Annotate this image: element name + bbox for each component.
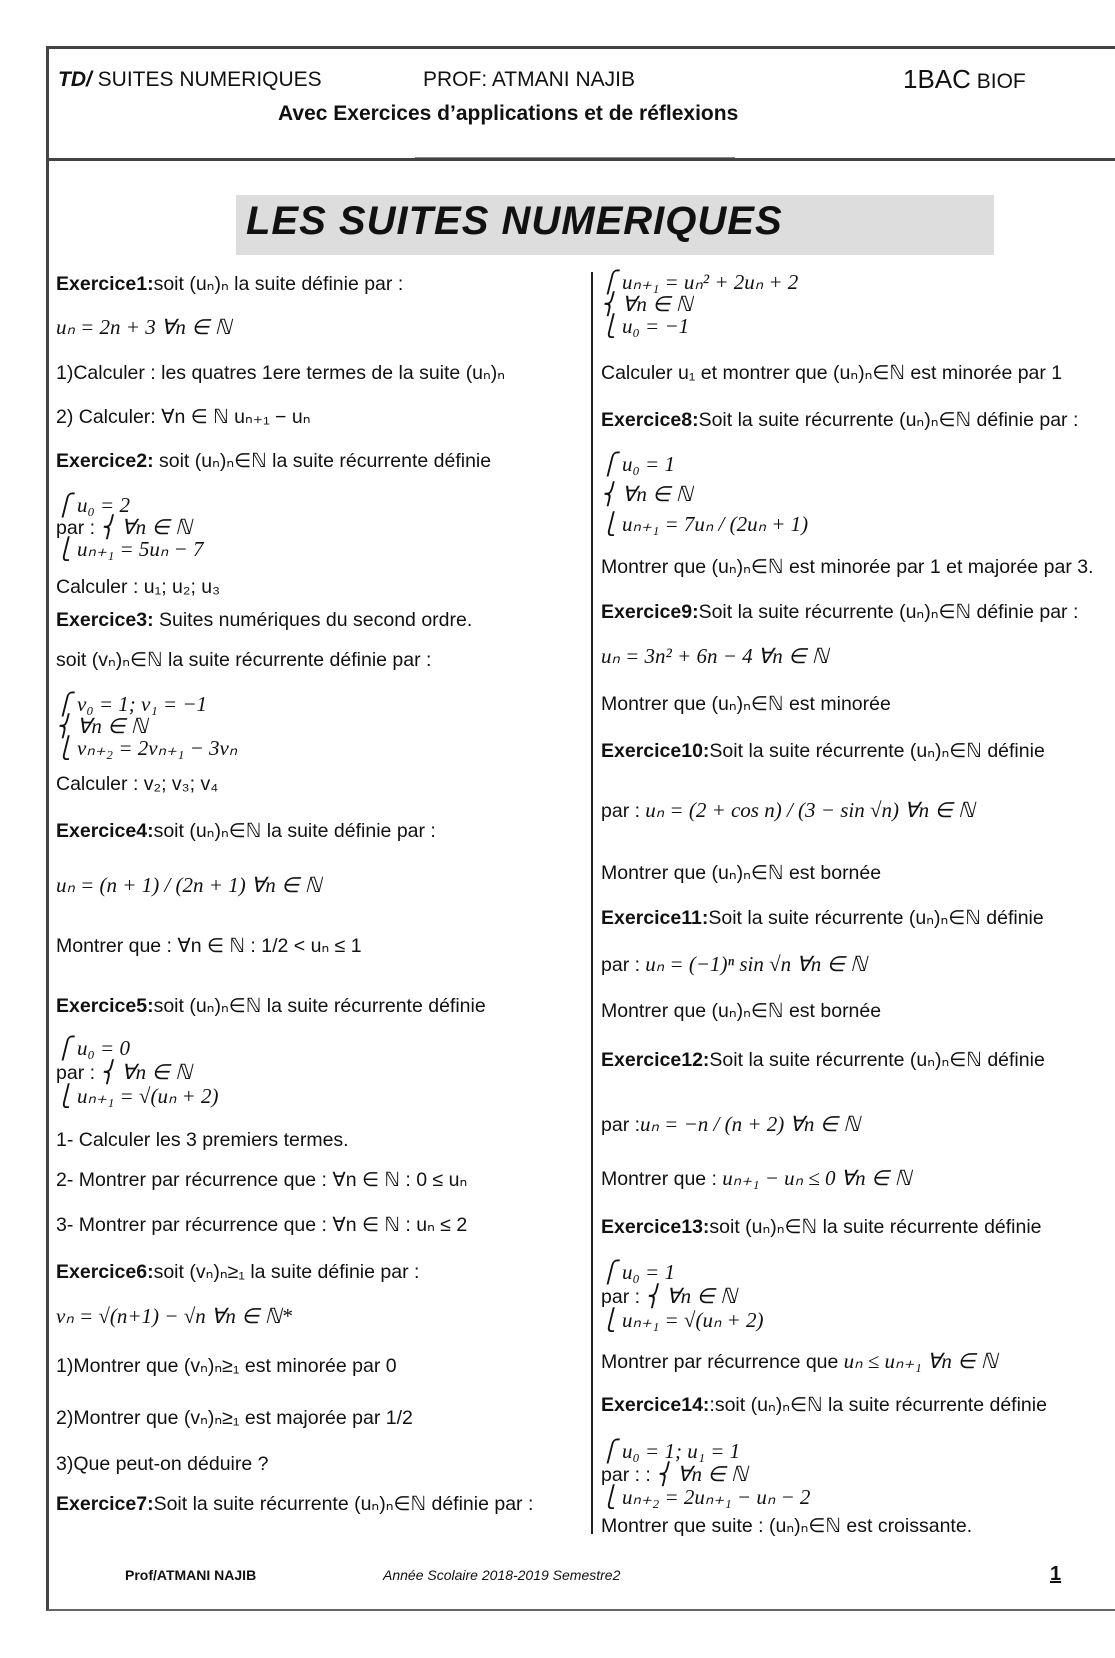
exercise-label: Exercice14: — [601, 1394, 710, 1416]
line-text: 3- Montrer par récurrence que : ∀n ∈ ℕ : uₙ ≤ 2 — [56, 1214, 468, 1236]
math-expression: uₙ = (n + 1) / (2n + 1) ∀n ∈ ℕ — [56, 873, 322, 897]
footer-page-number: 1 — [1050, 1563, 1062, 1585]
left-line — [56, 1213, 467, 1237]
line-text: 1- Calculer les 3 premiers termes. — [56, 1129, 349, 1151]
left-line — [56, 405, 310, 429]
header-level-num: 1BAC — [903, 64, 971, 94]
math-expression: ⎨ ∀n ∈ ℕ — [95, 1060, 192, 1084]
right-line — [601, 999, 881, 1023]
exercise-label: Exercice10: — [601, 740, 710, 762]
exercise-label: Exercice11: — [601, 907, 709, 929]
left-line — [56, 361, 505, 385]
right-line — [601, 1284, 737, 1309]
line-text: par : — [601, 1114, 641, 1136]
math-expression: ⎧ u₀ = 1; u₁ = 1 — [601, 1439, 741, 1463]
math-expression: ⎨ ∀n ∈ ℕ — [95, 515, 192, 539]
left-line — [56, 1406, 413, 1430]
right-line — [601, 555, 1094, 579]
footer-year: Année Scolaire 2018-2019 Semestre2 — [383, 1567, 621, 1583]
line-text: 3)Que peut-on déduire ? — [56, 1453, 269, 1475]
right-line — [601, 1439, 740, 1464]
math-expression: uₙ = −n / (n + 2) ∀n ∈ ℕ — [640, 1112, 860, 1136]
line-text: par : — [601, 954, 641, 976]
right-line — [601, 452, 675, 477]
header-td-label: TD/ — [58, 68, 92, 91]
math-expression: ⎩ uₙ₊₁ = √(uₙ + 2) — [601, 1308, 764, 1332]
left-line — [56, 608, 472, 632]
right-line — [601, 1215, 1042, 1239]
line-text: 2- Montrer par récurrence que : ∀n ∈ ℕ : 0 ≤ uₙ — [56, 1169, 468, 1191]
left-line — [56, 449, 491, 473]
left-line — [56, 575, 220, 599]
line-text: soit (uₙ)ₙ∈ℕ la suite définie par : — [153, 820, 436, 842]
left-line — [56, 1260, 419, 1284]
header-subject — [58, 68, 322, 92]
left-line — [56, 648, 431, 672]
math-expression: uₙ ≤ uₙ₊₁ ∀n ∈ ℕ — [838, 1349, 998, 1373]
header-separator — [46, 158, 1115, 161]
left-line — [56, 1084, 218, 1109]
line-text: Soit la suite récurrente (uₙ)ₙ∈ℕ définie par : — [698, 601, 1079, 623]
math-expression: uₙ = 2n + 3 ∀n ∈ ℕ — [56, 315, 232, 339]
column-divider — [591, 272, 593, 1534]
right-line — [601, 1112, 860, 1137]
line-text: soit (vₙ)ₙ∈ℕ la suite récurrente définie par : — [56, 649, 432, 671]
left-line — [56, 1036, 130, 1061]
left-line — [56, 1128, 349, 1152]
page-title: LES SUITES NUMERIQUES — [246, 199, 783, 243]
right-line — [601, 1485, 810, 1510]
math-expression: vₙ = √(n+1) − √n ∀n ∈ ℕ* — [56, 1304, 292, 1328]
line-text: :soit (uₙ)ₙ∈ℕ la suite récurrente définie — [709, 1394, 1047, 1416]
line-text: 1)Calculer : les quatres 1ere termes de la suite (uₙ)ₙ — [56, 362, 506, 384]
line-text: Montrer que : ∀n ∈ ℕ : 1/2 < uₙ ≤ 1 — [56, 935, 362, 957]
line-text: Calculer : v₂; v₃; v₄ — [56, 773, 219, 795]
footer-author: Prof/ATMANI NAJIB — [125, 1567, 257, 1583]
math-expression: ⎩ uₙ₊₁ = 7uₙ / (2uₙ + 1) — [601, 512, 809, 536]
line-text: Montrer par récurrence que — [601, 1351, 839, 1373]
header-underline — [415, 157, 735, 158]
left-line — [56, 315, 231, 340]
line-text: Montrer que (uₙ)ₙ∈ℕ est bornée — [601, 1000, 882, 1022]
header-level-suffix: BIOF — [970, 70, 1026, 93]
line-text: soit (vₙ)ₙ≥₁ la suite définie par : — [153, 1261, 420, 1283]
line-text: Montrer que (uₙ)ₙ∈ℕ est bornée — [601, 862, 882, 884]
left-line — [56, 272, 403, 296]
left-line — [56, 873, 321, 898]
exercise-label: Exercice9: — [601, 601, 699, 623]
right-line — [601, 314, 689, 339]
line-text: Montrer que (uₙ)ₙ∈ℕ est minorée par 1 et majorée par 3. — [601, 556, 1094, 578]
line-text: Calculer : u₁; u₂; u₃ — [56, 576, 221, 598]
right-line — [601, 1349, 998, 1374]
right-line — [601, 692, 891, 716]
left-line — [56, 1060, 192, 1085]
exercise-label: Exercice12: — [601, 1049, 710, 1071]
math-expression: ⎨ ∀n ∈ ℕ — [601, 482, 693, 506]
math-expression: uₙ₊₁ − uₙ ≤ 0 ∀n ∈ ℕ — [716, 1166, 912, 1190]
right-line — [601, 1393, 1047, 1417]
math-expression: ⎧ u₀ = 0 — [56, 1036, 130, 1060]
math-expression: ⎩ uₙ₊₁ = √(uₙ + 2) — [56, 1084, 219, 1108]
right-line — [601, 600, 1078, 624]
line-text: Soit la suite récurrente (uₙ)ₙ∈ℕ définie par : — [153, 1493, 534, 1515]
math-expression: ⎩ uₙ₊₁ = 5uₙ − 7 — [56, 537, 204, 561]
line-text: par : : — [601, 1464, 651, 1486]
left-line — [56, 1304, 292, 1329]
right-line — [601, 861, 881, 885]
line-text: soit (uₙ)ₙ la suite définie par : — [153, 273, 404, 295]
right-line — [601, 906, 1044, 930]
left-line — [56, 1354, 397, 1378]
header-subject-text: SUITES NUMERIQUES — [91, 68, 322, 91]
math-expression: ⎨ ∀n ∈ ℕ — [601, 292, 693, 316]
exercise-label: Exercice2: — [56, 450, 154, 472]
line-text: Suites numériques du second ordre. — [153, 609, 473, 631]
right-line — [601, 1166, 911, 1191]
line-text: Soit la suite récurrente (uₙ)ₙ∈ℕ définie — [709, 1049, 1045, 1071]
math-expression: uₙ = 3n² + 6n − 4 ∀n ∈ ℕ — [601, 644, 829, 668]
exercise-label: Exercice7: — [56, 1493, 154, 1515]
left-line — [56, 772, 218, 796]
line-text: 2) Calculer: ∀n ∈ ℕ uₙ₊₁ − uₙ — [56, 406, 311, 428]
left-line — [56, 1168, 467, 1192]
left-line — [56, 736, 237, 761]
right-line — [601, 739, 1045, 763]
left-line — [56, 934, 362, 958]
math-expression: ⎩ uₙ₊₂ = 2uₙ₊₁ − uₙ − 2 — [601, 1485, 811, 1509]
line-text: soit (uₙ)ₙ∈ℕ la suite récurrente définie — [709, 1216, 1042, 1238]
exercise-label: Exercice4: — [56, 820, 154, 842]
right-line — [601, 1260, 675, 1285]
math-expression: ⎨ ∀n ∈ ℕ — [56, 714, 148, 738]
line-text: Montrer que (uₙ)ₙ∈ℕ est minorée — [601, 693, 891, 715]
line-text: par : — [56, 517, 96, 539]
right-line — [601, 1462, 748, 1487]
exercise-label: Exercice5: — [56, 995, 154, 1017]
right-line — [601, 644, 828, 669]
line-text: soit (uₙ)ₙ∈ℕ la suite récurrente définie — [153, 450, 492, 472]
left-line — [56, 537, 203, 562]
line-text: 2)Montrer que (vₙ)ₙ≥₁ est majorée par 1/2 — [56, 1407, 413, 1429]
line-text: Soit la suite récurrente (uₙ)ₙ∈ℕ définie — [709, 740, 1045, 762]
line-text: par : — [601, 1286, 641, 1308]
left-line — [56, 1452, 268, 1476]
exercise-label: Exercice8: — [601, 409, 699, 431]
right-line — [601, 512, 808, 537]
math-expression: ⎩ u₀ = −1 — [601, 314, 690, 338]
left-line — [56, 994, 486, 1018]
exercise-label: Exercice6: — [56, 1261, 154, 1283]
header-prof: PROF: ATMANI NAJIB — [423, 68, 635, 91]
exercise-label: Exercice13: — [601, 1216, 710, 1238]
line-text: Montrer que : — [601, 1168, 717, 1190]
right-line — [601, 408, 1078, 432]
math-expression: ⎧ u₀ = 1 — [601, 452, 675, 476]
right-line — [601, 482, 692, 507]
right-line — [601, 1048, 1045, 1072]
math-expression: ⎩ vₙ₊₂ = 2vₙ₊₁ − 3vₙ — [56, 736, 238, 760]
left-line — [56, 819, 436, 843]
line-text: par : — [56, 1062, 96, 1084]
line-text: Soit la suite récurrente (uₙ)ₙ∈ℕ définie par : — [698, 409, 1079, 431]
line-text: Montrer que suite : (uₙ)ₙ∈ℕ est croissante. — [601, 1515, 973, 1537]
math-expression: ⎧ u₀ = 1 — [601, 1260, 675, 1284]
exercise-label: Exercice1: — [56, 273, 154, 295]
math-expression: ⎧ u₀ = 2 — [56, 493, 130, 517]
right-line — [601, 1308, 763, 1333]
right-line — [601, 1514, 972, 1538]
header-level — [903, 64, 1026, 95]
math-expression: ⎨ ∀n ∈ ℕ — [640, 1284, 737, 1308]
line-text: par : — [601, 800, 641, 822]
header-subtitle: Avec Exercices d’applications et de réflexions — [278, 102, 739, 125]
math-expression: ⎧ uₙ₊₁ = uₙ² + 2uₙ + 2 — [601, 270, 799, 294]
right-line — [601, 952, 867, 977]
right-line — [601, 361, 1062, 385]
math-expression: uₙ = (−1)ⁿ sin √n ∀n ∈ ℕ — [640, 952, 867, 976]
line-text: Calculer u₁ et montrer que (uₙ)ₙ∈ℕ est minorée par 1 — [601, 362, 1063, 384]
left-line — [56, 1492, 533, 1516]
math-expression: uₙ = (2 + cos n) / (3 − sin √n) ∀n ∈ ℕ — [640, 798, 975, 822]
math-expression: ⎧ v₀ = 1; v₁ = −1 — [56, 692, 207, 716]
line-text: Soit la suite récurrente (uₙ)ₙ∈ℕ définie — [708, 907, 1044, 929]
math-expression: ⎨ ∀n ∈ ℕ — [650, 1462, 748, 1486]
right-line — [601, 798, 975, 823]
exercise-label: Exercice3: — [56, 609, 154, 631]
line-text: soit (uₙ)ₙ∈ℕ la suite récurrente définie — [153, 995, 486, 1017]
line-text: 1)Montrer que (vₙ)ₙ≥₁ est minorée par 0 — [56, 1355, 397, 1377]
